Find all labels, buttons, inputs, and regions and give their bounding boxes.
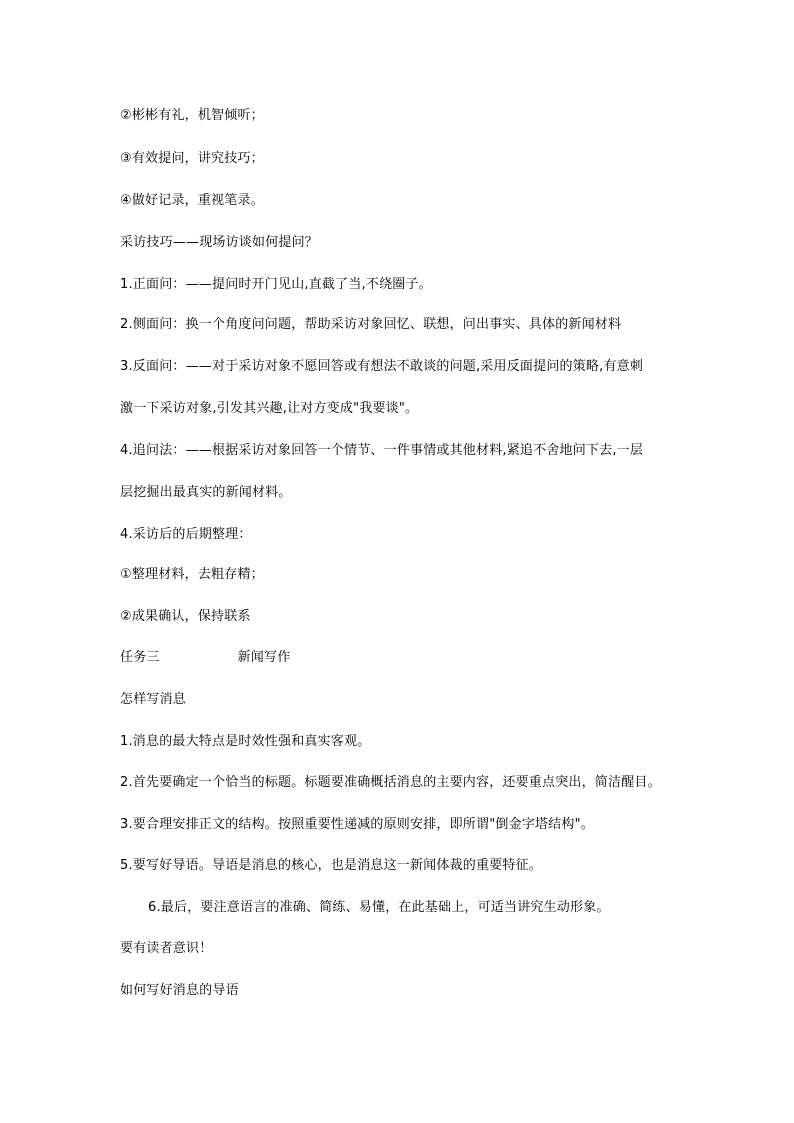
task-label: 任务三: [120, 650, 160, 665]
task-heading: [120, 650, 290, 666]
text-line: 层挖掘出最真实的新闻材料。: [120, 485, 292, 500]
text-line: 2.首先要确定一个恰当的标题。标题要准确概括消息的主要内容，还要重点突出，简洁醒目。: [120, 775, 661, 790]
text-line: 要有读者意识！: [120, 941, 213, 956]
text-line: 4.采访后的后期整理：: [120, 527, 252, 542]
text-line: 3.反面问：——对于采访对象不愿回答或有想法不敢谈的问题,采用反面提问的策略,有意刺: [120, 359, 644, 374]
text-line: ③有效提问，讲究技巧；: [120, 151, 264, 166]
section-heading: 采访技巧——现场访谈如何提问？: [120, 235, 319, 250]
text-line: ④做好记录，重视笔录。: [120, 193, 264, 208]
text-line: ②成果确认，保持联系: [120, 609, 251, 624]
text-line: 5.要写好导语。导语是消息的核心，也是消息这一新闻体裁的重要特征。: [120, 858, 543, 873]
text-line: 2.侧面问：换一个角度问问题，帮助采访对象回忆、联想，问出事实、具体的新闻材料: [120, 317, 622, 332]
section-heading: 怎样写消息: [120, 692, 187, 707]
text-line: ②彬彬有礼，机智倾听；: [120, 108, 264, 123]
section-heading: 如何写好消息的导语: [120, 983, 239, 998]
text-line: 3.要合理安排正文的结构。按照重要性递减的原则安排，即所谓"倒金字塔结构"。: [120, 817, 594, 832]
text-line: 1.正面问：——提问时开门见山,直截了当,不绕圈子。: [120, 277, 432, 292]
text-line: 4.追问法：——根据采访对象回答一个情节、一件事情或其他材料,紧追不舍地问下去,一层: [120, 443, 644, 458]
text-line: 1.消息的最大特点是时效性强和真实客观。: [120, 734, 371, 749]
text-line: 激一下采访对象,引发其兴趣,让对方变成"我要谈"。: [120, 401, 419, 416]
text-line: 6.最后，要注意语言的准确、简练、易懂，在此基础上，可适当讲究生动形象。: [148, 900, 610, 915]
task-title: 新闻写作: [237, 650, 291, 665]
text-line: ①整理材料，去粗存精；: [120, 567, 264, 582]
